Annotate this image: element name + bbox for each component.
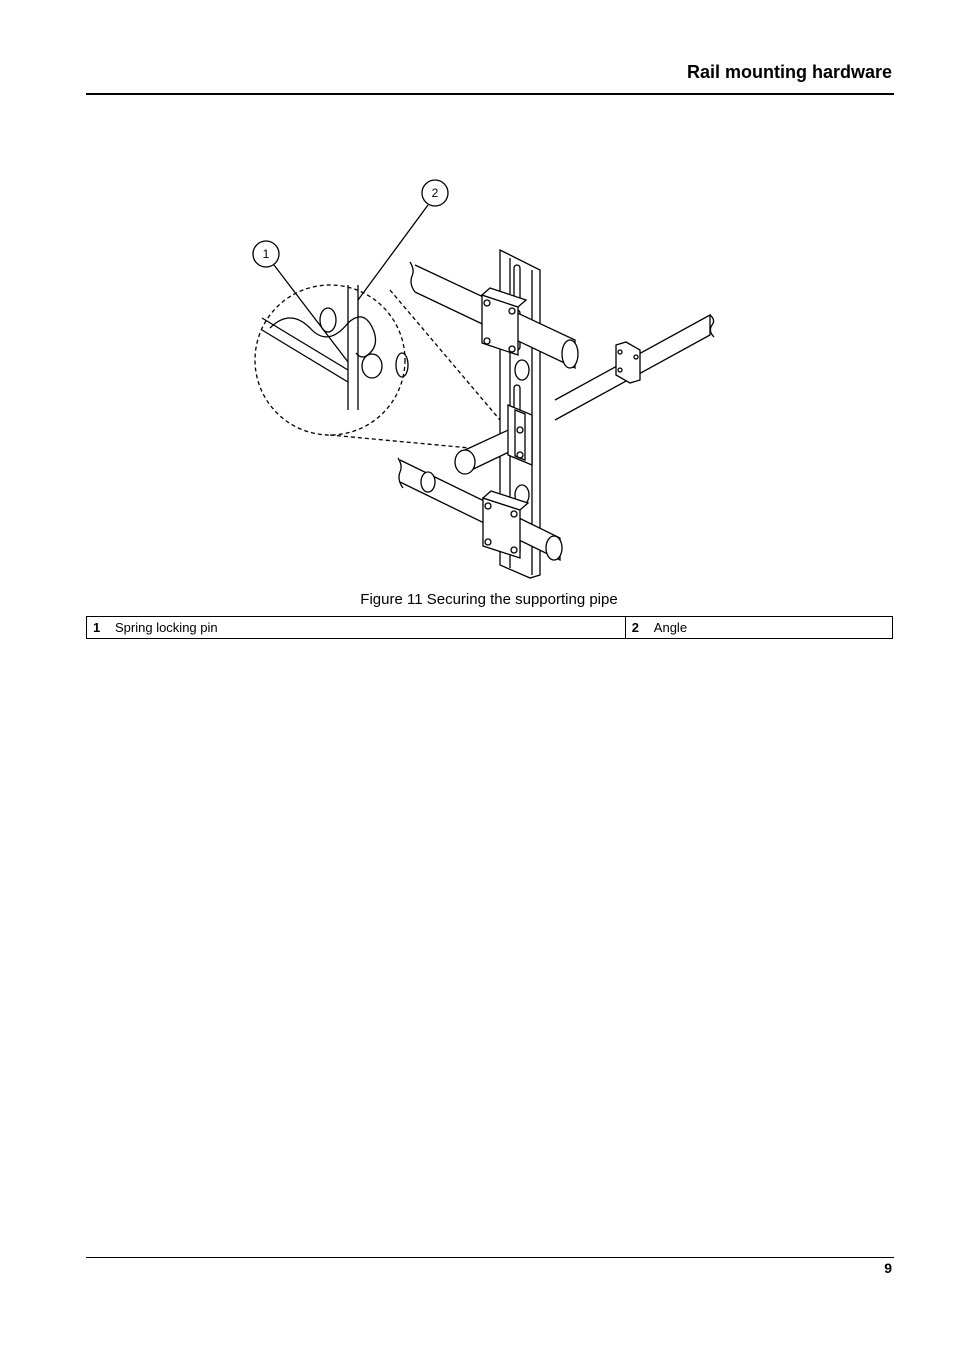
legend-label: Angle	[653, 620, 688, 635]
figure-caption: Figure 11 Securing the supporting pipe	[360, 591, 618, 608]
legend-item-1	[87, 617, 626, 639]
header-divider	[86, 93, 894, 95]
figure-illustration	[240, 170, 740, 585]
section-title: Rail mounting hardware	[686, 62, 892, 82]
page-number: 9	[884, 1260, 892, 1276]
legend-table	[86, 616, 893, 639]
legend-row	[87, 617, 893, 639]
rail-mount-drawing	[240, 170, 740, 585]
footer-divider	[86, 1257, 894, 1258]
callout-2: 2	[431, 186, 439, 200]
legend-number: 2	[631, 620, 640, 635]
legend-label: Spring locking pin	[115, 620, 218, 635]
callout-1: 1	[262, 247, 270, 261]
legend-item-2	[625, 617, 892, 639]
legend-number: 1	[93, 620, 101, 635]
